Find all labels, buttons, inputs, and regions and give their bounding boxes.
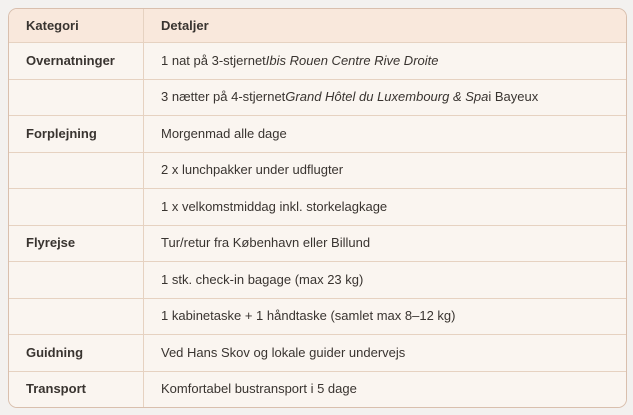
detail-text: 2 x lunchpakker under udflugter [161,162,344,178]
detail-cell [144,189,626,225]
detail-text: Komfortabel bustransport i 5 dage [161,381,357,397]
details-table [8,8,627,408]
detail-cell [144,153,626,189]
detail-cell [144,43,626,79]
table-row [9,298,626,335]
table-row [9,371,626,408]
category-cell [9,80,144,116]
category-cell [9,189,144,225]
category-cell: Flyrejse [9,226,144,262]
detail-cell [144,372,626,408]
detail-cell [144,299,626,335]
table-row [9,334,626,371]
category-cell [9,153,144,189]
detail-cell [144,335,626,371]
detail-cell [144,80,626,116]
detail-text: Ved Hans Skov og lokale guider undervejs [161,344,406,360]
detail-cell [144,116,626,152]
category-cell [9,299,144,335]
category-cell [9,262,144,298]
column-header-kategori: Kategori [9,9,144,42]
table-row [9,261,626,298]
table-row [9,42,626,79]
category-cell: Guidning [9,335,144,371]
detail-text: 1 nat på 3-stjernet [161,52,266,68]
detail-cell [144,226,626,262]
table-row [9,79,626,116]
column-header-detaljer: Detaljer [161,17,209,33]
detail-text: Morgenmad alle dage [161,125,287,141]
detail-text: Ibis Rouen Centre Rive Droite [265,52,439,68]
table-row [9,188,626,225]
detail-text: i Bayeux [488,89,539,105]
detail-text: 1 x velkomstmiddag inkl. storkelagkage [161,198,388,214]
detail-text: Grand Hôtel du Luxembourg & Spa [285,89,489,105]
category-cell: Transport [9,372,144,408]
table-row [9,225,626,262]
detail-text: 3 nætter på 4-stjernet [161,89,286,105]
detail-text: Tur/retur fra København eller Billund [161,235,371,251]
category-cell: Overnatninger [9,43,144,79]
category-cell: Forplejning [9,116,144,152]
table-body [9,42,626,407]
detail-text: 1 stk. check-in bagage (max 23 kg) [161,271,364,287]
detail-cell [144,262,626,298]
table-row [9,115,626,152]
table-header-row [9,9,626,42]
table-row [9,152,626,189]
detail-text: 1 kabinetaske + 1 håndtaske (samlet max 8–12 kg) [161,308,456,324]
